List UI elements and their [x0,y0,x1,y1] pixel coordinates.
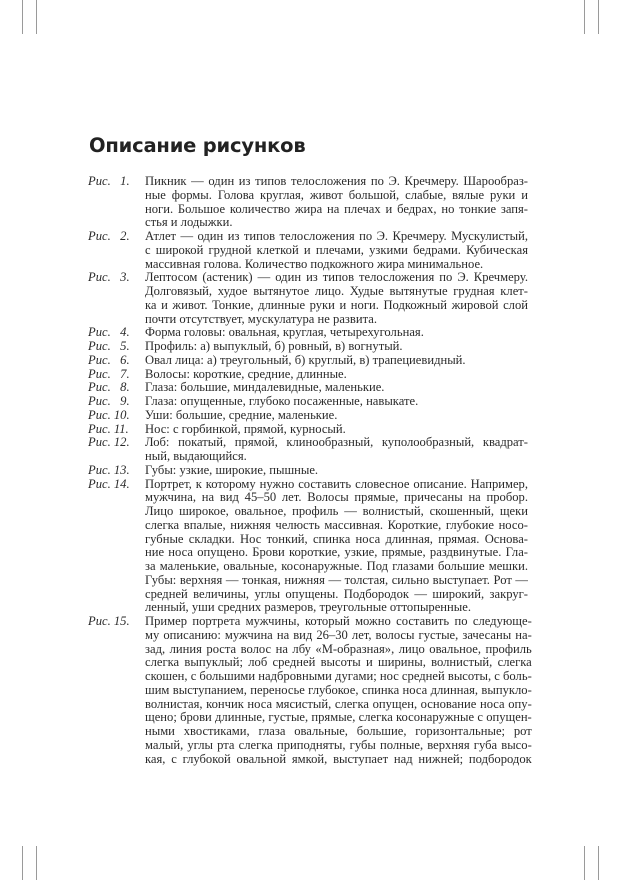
text-line: ными хвостиками, глаза овальные, большие, горизонтальные; рот [145,725,532,738]
text-line: Портрет, к которому нужно составить словесное описание. Например, [145,477,528,491]
crop-mark [598,0,599,34]
figure-description-item [88,464,528,478]
figure-label: Рис. 1. [88,174,130,188]
figure-text [145,423,528,437]
text-line: кая, с глубокой овальной ямкой, выступает над нижней; подбородок [145,752,532,766]
text-line: за маленькие, овальные, косонаружные. Под глазами большие мешки. [145,560,528,573]
text-line: губные складки. Нос тонкий, спинка носа длинная, прямая. Основа- [145,532,528,546]
text-line: Профиль: а) выпуклый, б) ровный, в) вогнутый. [145,340,403,353]
figure-label: Рис. 12. [88,435,130,450]
figure-label: Рис. 5. [88,339,130,353]
figure-text [145,615,532,766]
figure-description-item [88,395,528,409]
crop-mark [22,0,23,34]
text-line: массивная голова. Количество подкожного жира минимальное. [145,257,484,271]
figure-label: Рис. 6. [88,352,130,367]
text-line: Губы: узкие, широкие, пышные. [145,463,319,477]
figure-text [145,436,528,464]
crop-mark [598,846,599,880]
figure-description-item [88,175,528,230]
figure-label: Рис. 3. [88,270,130,285]
figure-text [145,230,528,271]
figure-description-item [88,409,528,423]
text-line: скошен, с большими надбровными дугами; нос средней высоты, с боль- [145,670,532,683]
text-line: щено; брови длинные, густые, прямые, слегка косонаружные с опущен- [145,711,532,725]
figure-descriptions [88,174,532,766]
figure-description-item [88,340,528,354]
figure-text [145,409,528,423]
text-line: Атлет — один из типов телосложения по Э. Кречмеру. Мускулистый, [145,230,528,243]
text-line: слегка впалые, нижняя челюсть массивная. Короткие, глубокие носо- [145,518,528,532]
figure-description-item [88,368,528,382]
figure-text [145,175,528,230]
text-line: Овал лица: а) треугольный, б) круглый, в) трапециевидный. [145,353,466,367]
text-line: почти отсутствует, мускулатура не развита. [145,312,377,326]
text-line: шим выступанием, переносье глубокое, спинка носа длинная, выпукло- [145,683,532,697]
figure-text [145,368,528,382]
figure-text [145,354,528,368]
text-line: ка и живот. Тонкие, длинные руки и ноги. Подкожный жировой слой [145,298,528,312]
figure-description-item [88,436,528,464]
figure-description-item [88,271,528,326]
figure-label: Рис. 7. [88,366,130,381]
crop-mark [22,846,23,880]
figure-text [145,381,528,395]
figure-description-item [88,354,528,368]
figure-label: Рис. 14. [88,476,130,491]
figure-description-item [88,326,528,340]
text-line: Долговязый, худое вытянутое лицо. Худые вытянутые грудная клет- [145,285,528,298]
text-line: ленный, уши средних размеров, треугольные оттопыренные. [145,601,471,615]
text-line: Форма головы: овальная, круглая, четырехугольная. [145,326,424,340]
text-line: слегка выпуклый; лоб средней высоты и ширины, волнистый, слегка [145,656,532,670]
figure-description-item [88,423,528,437]
text-line: зад, линия роста волос на лбу «М-образная», лицо овальное, профиль [145,642,532,656]
text-line: Волосы: короткие, средние, длинные. [145,367,347,381]
figure-text [145,271,528,326]
text-line: малый, углы рта слегка приподняты, губы полные, верхняя губа высо- [145,738,532,752]
figure-label: Рис. 13. [88,462,130,477]
crop-mark [584,0,585,34]
figure-text [145,340,528,354]
text-line: с широкой грудной клеткой и плечами, узкими бедрами. Кубическая [145,243,528,257]
text-line: Губы: верхняя — тонкая, нижняя — толстая, сильно выступает. Рот — [145,573,528,587]
text-line: му описанию: мужчина на вид 26–30 лет, волосы густые, зачесаны на- [145,628,532,642]
text-line: Нос: с горбинкой, прямой, курносый. [145,422,346,436]
crop-mark [36,846,37,880]
text-line: ный, выдающийся. [145,450,247,463]
figure-label: Рис. 2. [88,229,130,243]
text-line: мужчина, на вид 45–50 лет. Волосы прямые, причесаны на пробор. [145,491,528,505]
text-line: волнистая, кончик носа мясистый, слегка опущен, основание носа опу- [145,697,532,711]
figure-description-item [88,381,528,395]
text-line: Уши: большие, средние, маленькие. [145,408,338,422]
crop-mark [36,0,37,34]
figure-label: Рис. 11. [88,421,129,436]
figure-label: Рис. 4. [88,325,130,340]
figure-description-item [88,230,528,271]
text-line: Глаза: большие, миндалевидные, маленькие. [145,381,385,395]
figure-label: Рис. 15. [88,614,130,628]
text-line: ные формы. Голова круглая, живот большой, слабые, вялые руки и [145,188,528,202]
text-line: средней величины, углы опущены. Подбородок — широкий, закруг- [145,587,528,601]
figure-text [145,478,528,616]
text-line: ноги. Большое количество жира на плечах и бедрах, но тонкие запя- [145,202,528,216]
text-line: стья и лодыжки. [145,216,233,230]
page-title: Описание рисунков [89,134,306,157]
figure-label: Рис. 10. [88,407,130,422]
crop-mark [584,846,585,880]
figure-text [145,464,528,478]
text-line: Лицо широкое, овальное, профиль — волнистый, скошенный, щеки [145,505,528,518]
figure-text [145,326,528,340]
text-line: Лептосом (астеник) — один из типов телосложения по Э. Кречмеру. [145,271,528,285]
text-line: ние носа опущено. Брови короткие, узкие, прямые, раздвинутые. Гла- [145,546,528,560]
text-line: Пикник — один из типов телосложения по Э. Кречмеру. Шарообраз- [145,175,528,188]
figure-label: Рис. 9. [88,394,130,408]
text-line: Глаза: опущенные, глубоко посаженные, навыкате. [145,395,419,408]
figure-description-item [88,478,528,616]
figure-description-item [88,614,532,766]
figure-text [145,395,528,409]
figure-label: Рис. 8. [88,380,130,395]
text-line: Пример портрета мужчины, который можно составить по следующе- [145,615,532,628]
text-line: Лоб: покатый, прямой, клинообразный, куполообразный, квадрат- [145,436,528,450]
